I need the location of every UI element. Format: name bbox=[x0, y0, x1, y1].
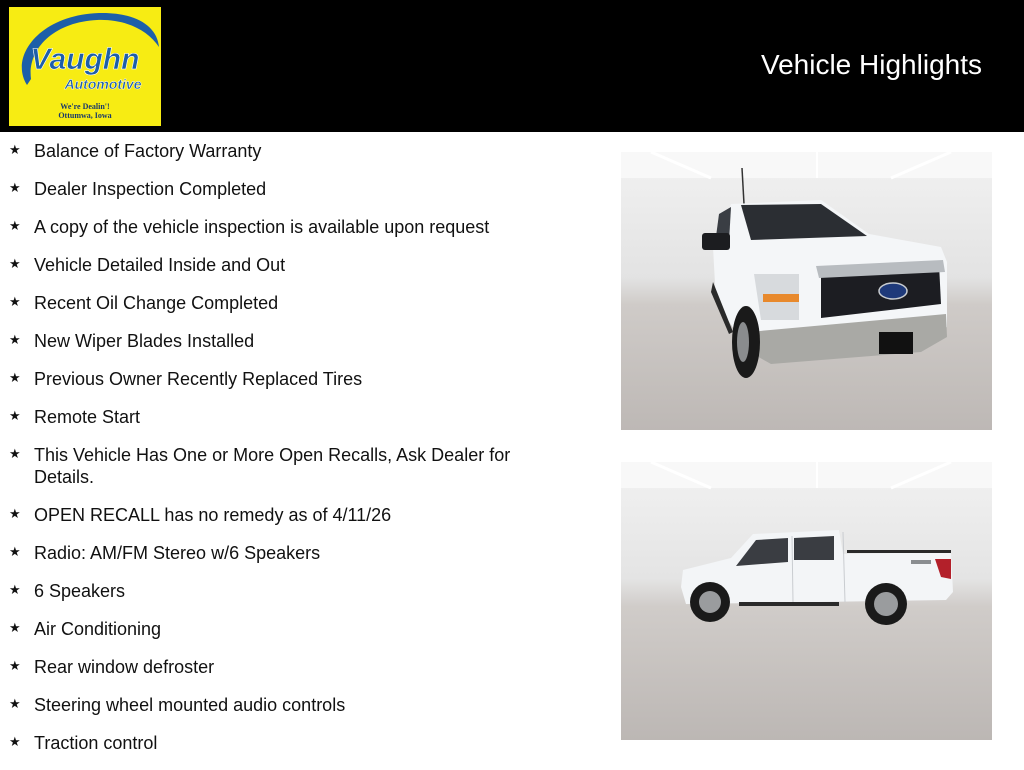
page-title: Vehicle Highlights bbox=[760, 49, 982, 80]
feature-text: Balance of Factory Warranty bbox=[34, 141, 262, 161]
feature-text: 6 Speakers bbox=[34, 581, 126, 601]
header-bar bbox=[0, 0, 1024, 132]
feature-list bbox=[8, 140, 568, 770]
truck-side-image-icon bbox=[621, 462, 992, 740]
feature-text: Traction control bbox=[34, 733, 158, 753]
star-icon: ★ bbox=[9, 506, 21, 521]
feature-item bbox=[8, 406, 568, 428]
feature-item bbox=[8, 732, 568, 754]
star-icon: ★ bbox=[9, 446, 21, 461]
feature-item bbox=[8, 216, 568, 238]
svg-text:Vaughn: Vaughn bbox=[30, 43, 140, 76]
star-icon: ★ bbox=[9, 734, 21, 749]
feature-item bbox=[8, 542, 568, 564]
feature-item bbox=[8, 444, 568, 488]
feature-item bbox=[8, 292, 568, 314]
feature-text: Vehicle Detailed Inside and Out bbox=[34, 255, 286, 275]
feature-text: A copy of the vehicle inspection is available upon request bbox=[34, 217, 490, 237]
feature-item bbox=[8, 178, 568, 200]
star-icon: ★ bbox=[9, 180, 21, 195]
feature-text: Dealer Inspection Completed bbox=[34, 179, 267, 199]
dealer-logo bbox=[9, 7, 161, 126]
star-icon: ★ bbox=[9, 696, 21, 711]
feature-item bbox=[8, 504, 568, 526]
star-icon: ★ bbox=[9, 218, 21, 233]
feature-item bbox=[8, 618, 568, 640]
feature-text: Steering wheel mounted audio controls bbox=[34, 695, 346, 715]
feature-item bbox=[8, 656, 568, 678]
feature-text: Recent Oil Change Completed bbox=[34, 293, 279, 313]
feature-item bbox=[8, 694, 568, 716]
feature-text: This Vehicle Has One or More Open Recalls, Ask Dealer for Details. bbox=[34, 445, 511, 487]
feature-item bbox=[8, 368, 568, 390]
star-icon: ★ bbox=[9, 620, 21, 635]
star-icon: ★ bbox=[9, 256, 21, 271]
star-icon: ★ bbox=[9, 408, 21, 423]
feature-text: Remote Start bbox=[34, 407, 141, 427]
feature-text: OPEN RECALL has no remedy as of 4/11/26 bbox=[34, 505, 392, 525]
feature-text: Radio: AM/FM Stereo w/6 Speakers bbox=[34, 543, 321, 563]
feature-item bbox=[8, 254, 568, 276]
feature-text: Rear window defroster bbox=[34, 657, 215, 677]
star-icon: ★ bbox=[9, 582, 21, 597]
star-icon: ★ bbox=[9, 370, 21, 385]
feature-item bbox=[8, 140, 568, 162]
vehicle-photo-front bbox=[621, 152, 992, 430]
star-icon: ★ bbox=[9, 544, 21, 559]
star-icon: ★ bbox=[9, 332, 21, 347]
truck-front-image-icon bbox=[621, 152, 992, 430]
feature-text: Previous Owner Recently Replaced Tires bbox=[34, 369, 363, 389]
feature-item bbox=[8, 580, 568, 602]
logo-tagline: We're Dealin'! bbox=[60, 102, 110, 111]
logo-location: Ottumwa, Iowa bbox=[58, 111, 112, 120]
feature-text: Air Conditioning bbox=[34, 619, 162, 639]
star-icon: ★ bbox=[9, 294, 21, 309]
star-icon: ★ bbox=[9, 658, 21, 673]
svg-text:Automotive: Automotive bbox=[64, 76, 142, 92]
vehicle-photo-side bbox=[621, 462, 992, 740]
feature-text: New Wiper Blades Installed bbox=[34, 331, 255, 351]
star-icon: ★ bbox=[9, 142, 21, 157]
feature-item bbox=[8, 330, 568, 352]
